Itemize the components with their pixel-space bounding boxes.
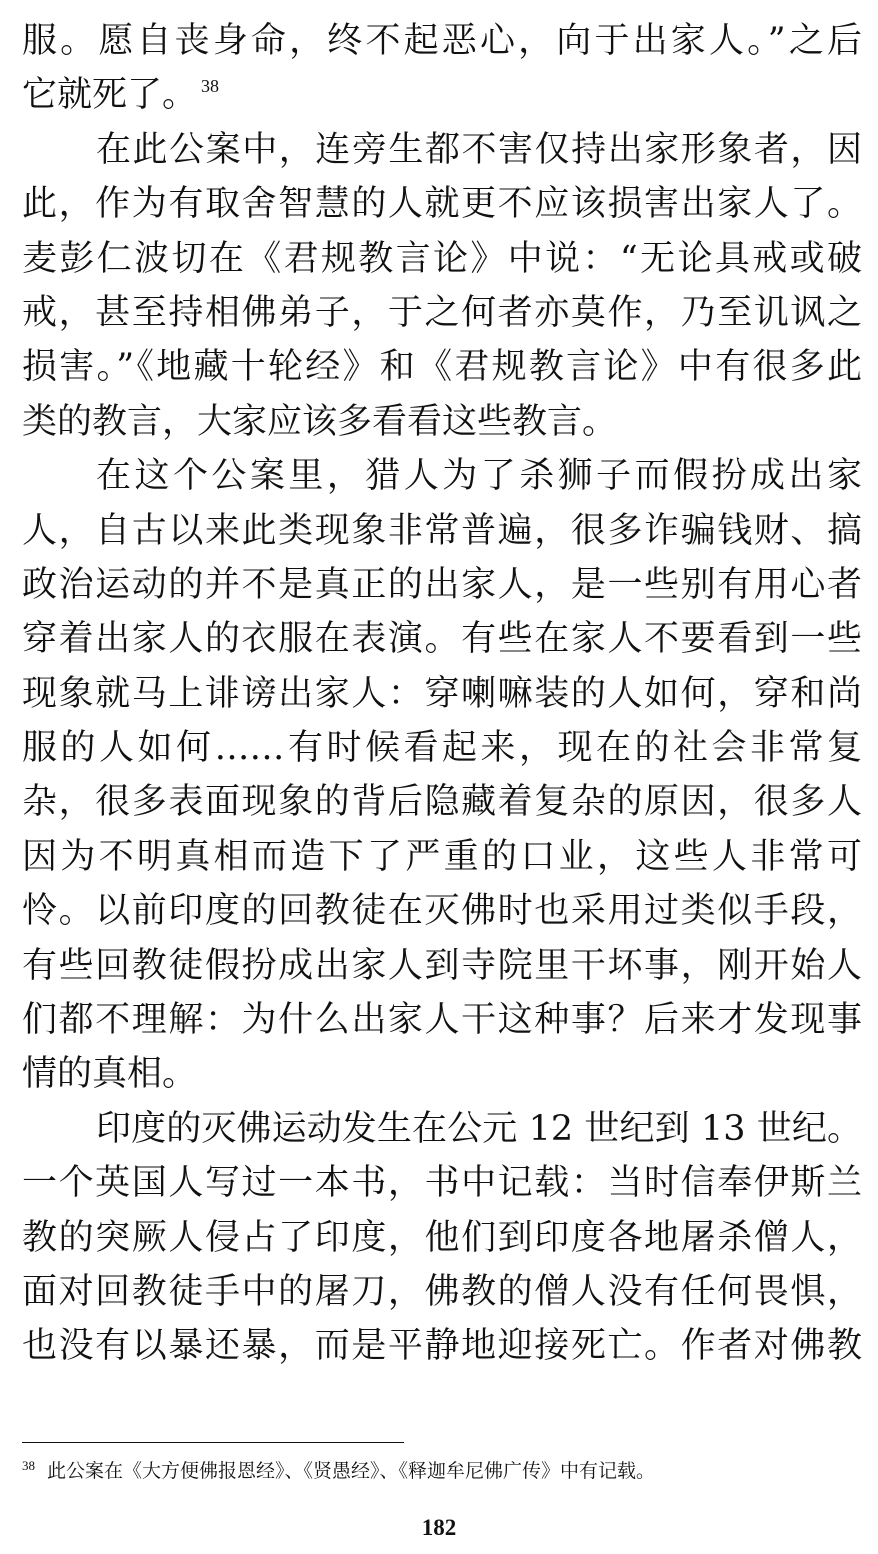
footnote-number: 38 (22, 1458, 35, 1473)
footnote-text: 此公案在《大方便佛报恩经》、《贤愚经》、《释迦牟尼佛广传》中有记载。 (47, 1460, 656, 1482)
text-line (22, 68, 862, 122)
text-line: 教的突厥人侵占了印度，他们到印度各地屠杀僧人， (22, 1217, 862, 1258)
page-number: 182 (421, 1515, 457, 1540)
text-line: 麦彭仁波切在《君规教言论》中说：“无论具戒或破 (22, 238, 862, 279)
paragraph-first-line: 印度的灭佛运动发生在公元 12 世纪到 13 世纪。 (96, 1108, 862, 1149)
footnote (22, 1458, 655, 1484)
main-text (22, 14, 862, 1374)
paragraph-first-line: 在这个公案里，猎人为了杀狮子而假扮成出家 (96, 456, 862, 497)
text-line: 因为不明真相而造下了严重的口业，这些人非常可 (22, 836, 862, 877)
text-line: 也没有以暴还暴，而是平静地迎接死亡。作者对佛教 (22, 1326, 862, 1367)
text-line: 怜。以前印度的回教徒在灭佛时也采用过类似手段， (22, 891, 862, 932)
text-line: 有些回教徒假扮成出家人到寺院里干坏事，刚开始人 (22, 945, 862, 986)
text-line: 此，作为有取舍智慧的人就更不应该损害出家人了。 (22, 184, 862, 225)
text-line: 一个英国人写过一本书，书中记载：当时信奉伊斯兰 (22, 1163, 862, 1204)
footnote-reference[interactable]: 38 (201, 76, 220, 97)
text-line: 政治运动的并不是真正的出家人，是一些别有用心者 (22, 564, 862, 605)
text-line: 服。愿自丧身命，终不起恶心，向于出家人。”之后 (22, 21, 862, 61)
text-line-content: 它就死了。 (22, 75, 198, 116)
text-line: 面对回教徒手中的屠刀，佛教的僧人没有任何畏惧， (22, 1271, 862, 1312)
footnote-divider (22, 1442, 404, 1443)
text-line: 类的教言，大家应该多看看这些教言。 (22, 401, 618, 442)
text-line: 穿着出家人的衣服在表演。有些在家人不要看到一些 (22, 619, 862, 660)
text-line: 戒，甚至持相佛弟子，于之何者亦莫作，乃至讥讽之 (22, 292, 862, 333)
text-line: 杂，很多表面现象的背后隐藏着复杂的原因，很多人 (22, 782, 862, 823)
text-line: 人，自古以来此类现象非常普遍，很多诈骗钱财、搞 (22, 510, 862, 551)
text-line: 情的真相。 (22, 1054, 198, 1095)
text-line: 服的人如何……有时候看起来，现在的社会非常复 (22, 728, 862, 769)
text-line: 损害。”《地藏十轮经》和《君规教言论》中有很多此 (22, 347, 862, 388)
text-line: 现象就马上诽谤出家人：穿喇嘛装的人如何，穿和尚 (22, 673, 862, 714)
paragraph-first-line: 在此公案中，连旁生都不害仅持出家形象者，因 (96, 129, 862, 170)
text-line: 们都不理解：为什么出家人干这种事？后来才发现事 (22, 1000, 862, 1041)
